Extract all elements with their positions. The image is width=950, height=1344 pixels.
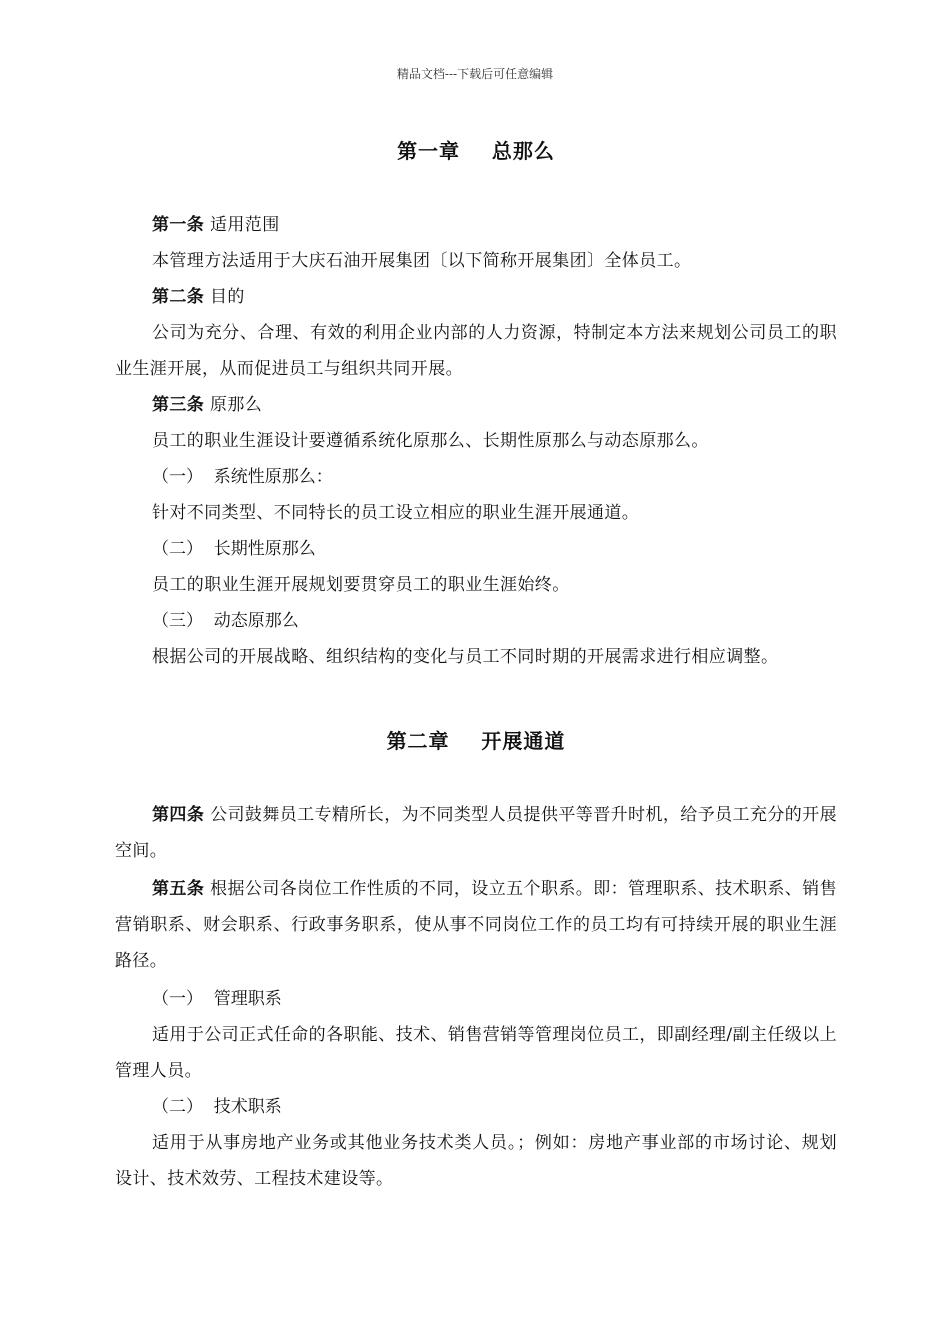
article-2-label: 第二条 <box>152 287 205 307</box>
article-4 <box>115 797 837 869</box>
track-1-body: 适用于公司正式任命的各职能、技术、销售营销等管理岗位员工，即副经理/副主任级以上管理人员。 <box>115 1025 837 1081</box>
article-3-body: 员工的职业生涯设计要遵循系统化原那么、长期性原那么与动态原那么。 <box>152 431 709 451</box>
principle-3-body: 根据公司的开展战略、组织结构的变化与员工不同时期的开展需求进行相应调整。 <box>152 647 779 667</box>
article-3-heading <box>115 387 837 423</box>
track-1-label: （一） 管理职系 <box>152 989 282 1009</box>
principle-1-label: （一） 系统性原那么： <box>152 467 333 487</box>
principle-3-label: （三） 动态原那么 <box>152 611 299 631</box>
principle-1-body: 针对不同类型、不同特长的员工设立相应的职业生涯开展通道。 <box>152 503 640 523</box>
article-1-heading <box>115 207 837 243</box>
article-4-body: 公司鼓舞员工专精所长，为不同类型人员提供平等晋升时机，给予员工充分的开展空间。 <box>115 805 838 861</box>
article-1-body: 本管理方法适用于大庆石油开展集团〔以下简称开展集团〕全体员工。 <box>152 251 692 271</box>
article-5 <box>115 871 837 979</box>
article-1-heading-text: 适用范围 <box>204 215 280 235</box>
article-5-label: 第五条 <box>152 879 205 899</box>
page-header-watermark: 精品文档---下载后可任意编辑 <box>396 67 554 81</box>
article-4-label: 第四条 <box>152 805 205 825</box>
track-2-label: （二） 技术职系 <box>152 1097 282 1117</box>
principle-2-body: 员工的职业生涯开展规划要贯穿员工的职业生涯始终。 <box>152 575 570 595</box>
article-2-heading <box>115 279 837 315</box>
article-3-label: 第三条 <box>152 395 205 415</box>
article-1-label: 第一条 <box>152 215 205 235</box>
article-2-body: 公司为充分、合理、有效的利用企业内部的人力资源，特制定本方法来规划公司员工的职业生涯开展，从而促进员工与组织共同开展。 <box>115 323 837 379</box>
chapter-1-title: 第一章 总那么 <box>397 139 555 163</box>
article-2-heading-text: 目的 <box>204 287 245 307</box>
article-3-heading-text: 原那么 <box>204 395 263 415</box>
track-2-body: 适用于从事房地产业务或其他业务技术类人员。；例如：房地产事业部的市场讨论、规划设计、技术效劳、工程技术建设等。 <box>115 1133 837 1189</box>
article-5-body: 根据公司各岗位工作性质的不同，设立五个职系。即：管理职系、技术职系、销售营销职系、财会职系、行政事务职系，使从事不同岗位工作的员工均有可持续开展的职业生涯路径。 <box>115 879 838 971</box>
principle-2-label: （二） 长期性原那么 <box>152 539 316 559</box>
chapter-2-title: 第二章 开展通道 <box>386 729 566 753</box>
